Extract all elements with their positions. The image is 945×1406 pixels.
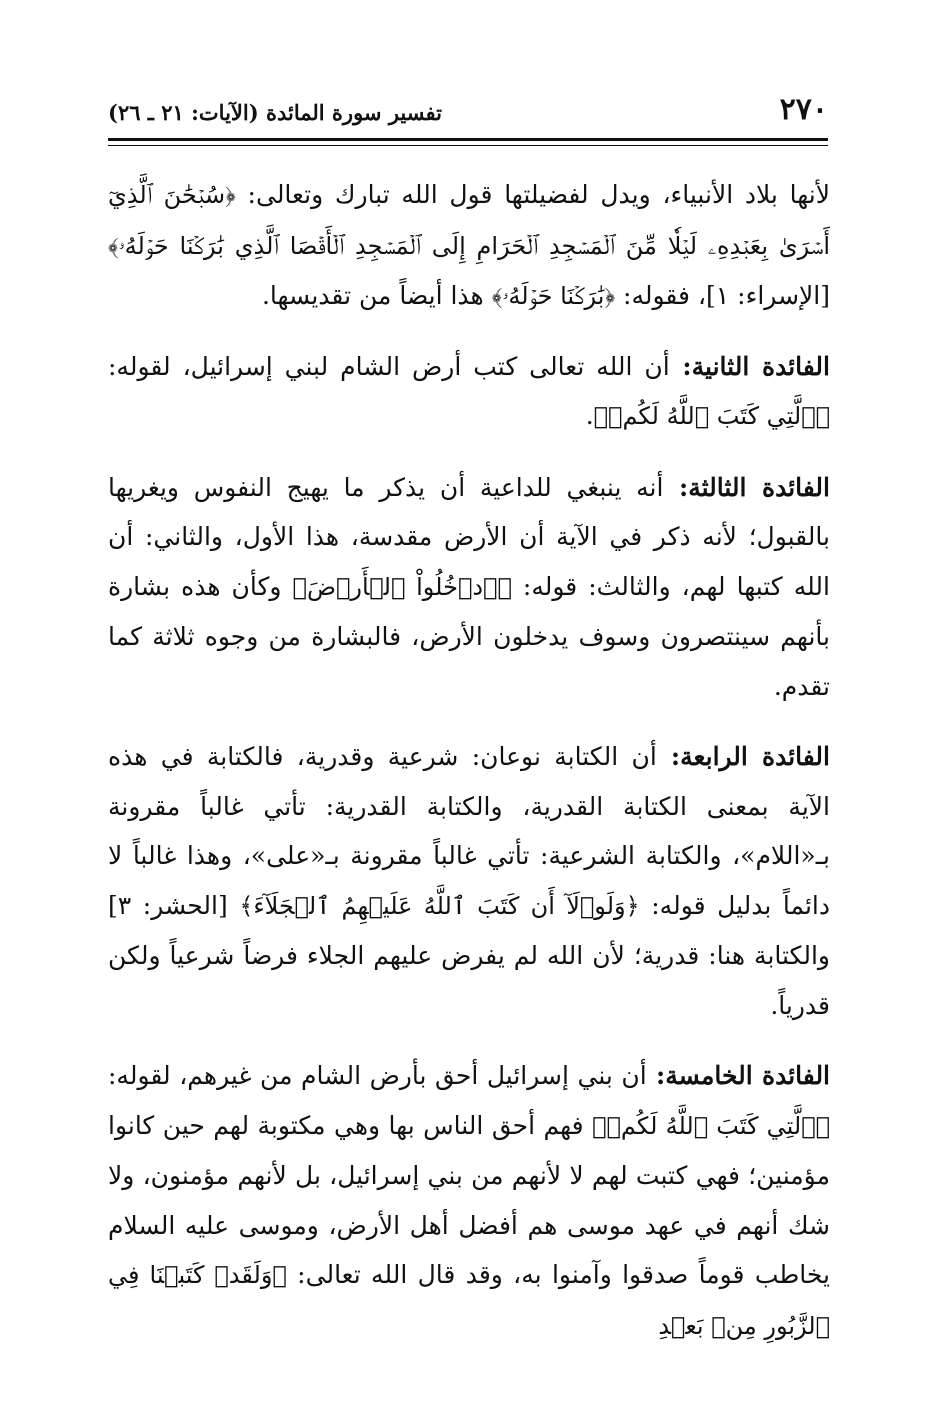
- quran-verse: ﴿سُبۡحَٰنَ ٱلَّذِيٓ أَسۡرَىٰ بِعَبۡدِهِۦ لَيۡلٗا مِّنَ ٱلۡمَسۡجِدِ ٱلۡحَرَامِ إِلَى ٱلۡمَسۡجِدِ ٱلۡأَقۡصَا ٱلَّذِي بَٰرَكۡنَا حَوۡلَهُۥ﴾: [108, 181, 830, 260]
- paragraph-5: [108, 1051, 830, 1351]
- quran-verse: ﴿وَلَقَدۡ كَتَبۡنَا فِي ٱلزَّبُورِ مِنۢ بَعۡدِ: [108, 1261, 830, 1340]
- text-segment: لأنها بلاد الأنبياء، ويدل لفضيلتها قول الله تبارك وتعالى:: [235, 180, 830, 209]
- text-segment: أن الكتابة نوعان: شرعية وقدرية، فالكتابة في هذه الآية بمعنى الكتابة القدرية، والكتابة القدرية: تأتي غالباً مقرونة بـ«اللام»، والكتابة الشرعية: تأتي غالباً مقرونة بـ«على»، وهذا غالباً لا دائماً بدليل قوله:: [108, 742, 830, 920]
- text-segment: وكأن هذه بشارة بأنهم سينتصرون وسوف يدخلون الأرض، فالبشارة من وجوه ثلاثة كما تقدم.: [108, 571, 830, 701]
- page-header: [108, 92, 828, 136]
- paragraph-1: [108, 170, 830, 322]
- header-rule-thick: [108, 138, 828, 141]
- quran-verse: ﴿ٱلَّتِي كَتَبَ ٱللَّهُ لَكُمۡ﴾: [593, 402, 830, 430]
- text-segment: هذا أيضاً من تقديسها.: [261, 281, 492, 310]
- quran-verse: ﴿ٱلَّتِي كَتَبَ ٱللَّهُ لَكُمۡ﴾: [592, 1111, 831, 1140]
- quran-verse: ﴿ٱدۡخُلُواْ ٱلۡأَرۡضَ﴾: [292, 572, 512, 601]
- section-heading: الفائدة الرابعة:: [656, 742, 830, 771]
- section-heading: الفائدة الثالثة:: [663, 472, 830, 502]
- section-heading: الفائدة الثانية:: [669, 351, 830, 381]
- text-segment: فهم أحق الناس بها وهي مكتوبة لهم حين كانوا مؤمنين؛ فهي كتبت لهم لا لأنهم من بني إسرائيل، بل لأنهم مؤمنون، ولا شك أنهم في عهد موسى هم أفضل أهل الأرض، وموسى عليه السلام يخاطب قوماً صدقوا وآمنوا به، وقد قال الله تعالى:: [108, 1110, 830, 1289]
- quran-verse: ﴿بَٰرَكۡنَا حَوۡلَهُۥ﴾: [491, 282, 616, 310]
- quran-verse: ﴿وَلَوۡلَآ أَن كَتَبَ ٱللَّهُ عَلَيۡهِمُ ٱلۡجَلَآءَ﴾: [239, 891, 640, 920]
- running-title: تفسير سورة المائدة (الآيات: ٢١ ـ ٢٦): [108, 100, 442, 125]
- paragraph-2: [108, 342, 830, 442]
- text-segment: أنه ينبغي للداعية أن يذكر ما يهيج النفوس ويغريها بالقبول؛ لأنه ذكر في الآية أن الأرض مقدسة، هذا الأول، والثاني: أن الله كتبها لهم، والثالث: قوله:: [108, 472, 830, 601]
- text-segment: .: [585, 401, 594, 430]
- paragraph-4: [108, 732, 830, 1030]
- section-heading: الفائدة الخامسة:: [646, 1061, 831, 1090]
- body-text: [108, 170, 830, 1372]
- text-segment: [الإسراء: ١]، فقوله:: [615, 281, 830, 310]
- text-segment: [الحشر: ٣] والكتابة هنا: قدرية؛ لأن الله لم يفرض عليهم الجلاء فرضاً شرعياً ولكن قدرياً.: [108, 890, 831, 1020]
- page-number: ٢٧٠: [779, 92, 828, 127]
- paragraph-3: [108, 463, 830, 712]
- header-rule-thin: [108, 145, 828, 146]
- text-segment: أن بني إسرائيل أحق بأرض الشام من غيرهم، لقوله:: [108, 1061, 647, 1090]
- text-segment: أن الله تعالى كتب أرض الشام لبني إسرائيل، لقوله:: [108, 351, 670, 381]
